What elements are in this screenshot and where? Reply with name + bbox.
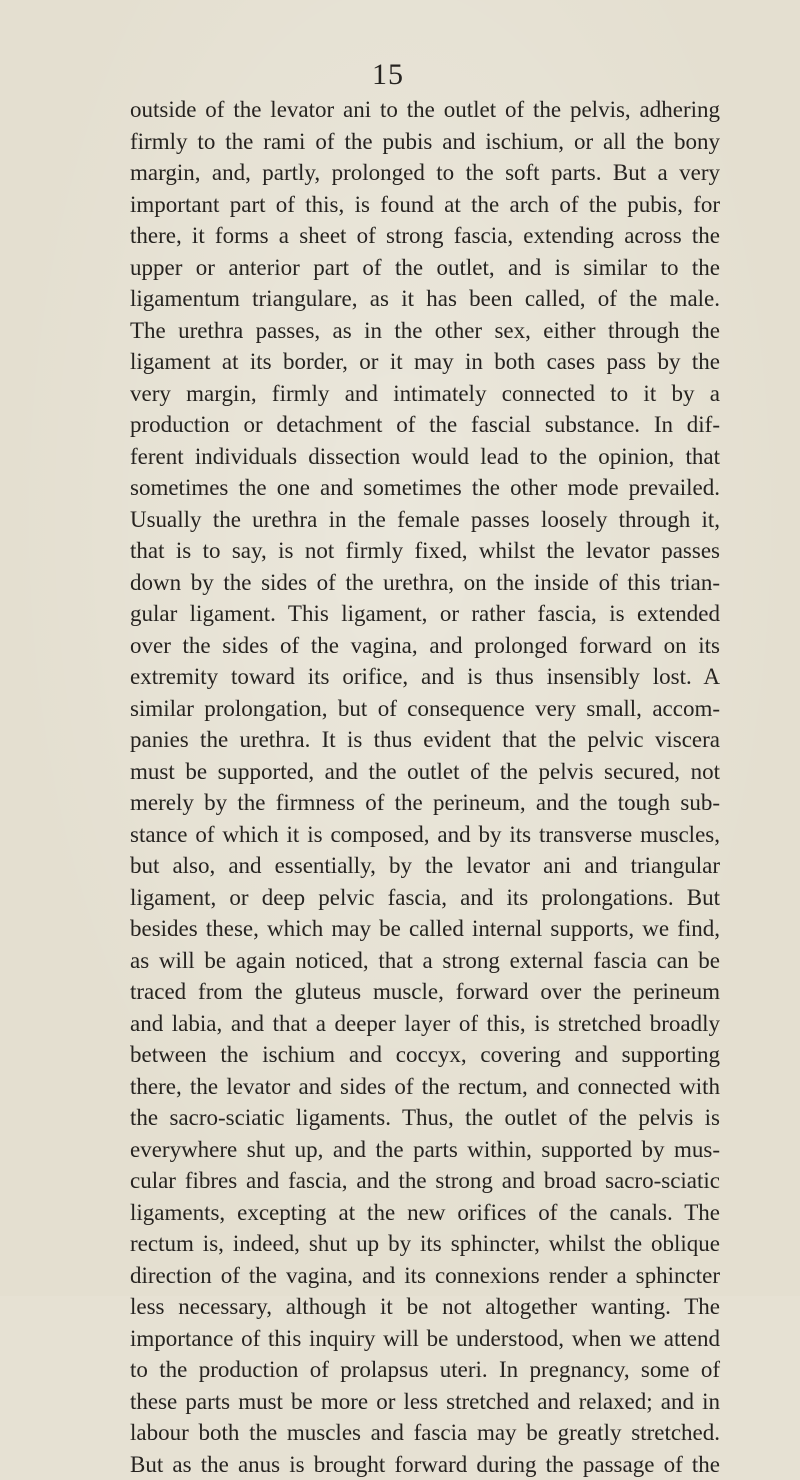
text-line: as will be again noticed, that a strong external fascia can be bbox=[130, 945, 720, 977]
text-line: importance of this inquiry will be understood, when we attend bbox=[130, 1323, 720, 1355]
text-line: but also, and essentially, by the levator ani and triangular bbox=[130, 850, 720, 882]
text-line: less necessary, although it be not altogether wanting. The bbox=[130, 1291, 720, 1323]
text-line: similar prolongation, but of consequence very small, accom- bbox=[130, 693, 720, 725]
text-line: merely by the firmness of the perineum, and the tough sub- bbox=[130, 787, 720, 819]
text-line: that is to say, is not firmly fixed, whilst the levator passes bbox=[130, 535, 720, 567]
text-line: labour both the muscles and fascia may be greatly stretched. bbox=[130, 1417, 720, 1449]
text-line: direction of the vagina, and its connexions render a sphincter bbox=[130, 1260, 720, 1292]
text-line: over the sides of the vagina, and prolonged forward on its bbox=[130, 630, 720, 662]
text-line: very margin, firmly and intimately connected to it by a bbox=[130, 378, 720, 410]
text-line: sometimes the one and sometimes the other mode prevailed. bbox=[130, 472, 720, 504]
text-line: there, it forms a sheet of strong fascia, extending across the bbox=[130, 220, 720, 252]
text-line: The urethra passes, as in the other sex, either through the bbox=[130, 315, 720, 347]
text-line: ligaments, excepting at the new orifices of the canals. The bbox=[130, 1197, 720, 1229]
text-line: between the ischium and coccyx, covering and supporting bbox=[130, 1039, 720, 1071]
text-line: upper or anterior part of the outlet, and is similar to the bbox=[130, 252, 720, 284]
text-line: besides these, which may be called internal supports, we find, bbox=[130, 913, 720, 945]
text-line: extremity toward its orifice, and is thus insensibly lost. A bbox=[130, 661, 720, 693]
text-line: margin, and, partly, prolonged to the soft parts. But a very bbox=[130, 157, 720, 189]
text-line: production or detachment of the fascial substance. In dif- bbox=[130, 409, 720, 441]
text-line: rectum is, indeed, shut up by its sphincter, whilst the oblique bbox=[130, 1228, 720, 1260]
text-line: ligament at its border, or it may in both cases pass by the bbox=[130, 346, 720, 378]
text-line: these parts must be more or less stretched and relaxed; and in bbox=[130, 1386, 720, 1418]
text-line: and labia, and that a deeper layer of this, is stretched broadly bbox=[130, 1008, 720, 1040]
text-line: outside of the levator ani to the outlet of the pelvis, adhering bbox=[130, 94, 720, 126]
text-line: important part of this, is found at the arch of the pubis, for bbox=[130, 189, 720, 221]
text-line: ferent individuals dissection would lead to the opinion, that bbox=[130, 441, 720, 473]
text-line: to the production of prolapsus uteri. In pregnancy, some of bbox=[130, 1354, 720, 1386]
text-line: stance of which it is composed, and by its transverse muscles, bbox=[130, 819, 720, 851]
text-line: Usually the urethra in the female passes loosely through it, bbox=[130, 504, 720, 536]
page-number: 15 bbox=[372, 58, 404, 92]
text-line: firmly to the rami of the pubis and ischium, or all the bony bbox=[130, 126, 720, 158]
text-line: cular fibres and fascia, and the strong and broad sacro-sciatic bbox=[130, 1165, 720, 1197]
text-line: everywhere shut up, and the parts within, supported by mus- bbox=[130, 1134, 720, 1166]
text-line: gular ligament. This ligament, or rather fascia, is extended bbox=[130, 598, 720, 630]
text-line: there, the levator and sides of the rectum, and connected with bbox=[130, 1071, 720, 1103]
text-line: ligament, or deep pelvic fascia, and its prolongations. But bbox=[130, 882, 720, 914]
text-line: must be supported, and the outlet of the pelvis secured, not bbox=[130, 756, 720, 788]
text-line: ligamentum triangulare, as it has been called, of the male. bbox=[130, 283, 720, 315]
text-line: But as the anus is brought forward during the passage of the bbox=[130, 1449, 720, 1480]
text-line: the sacro-sciatic ligaments. Thus, the outlet of the pelvis is bbox=[130, 1102, 720, 1134]
body-text bbox=[130, 94, 720, 1480]
text-line: panies the urethra. It is thus evident that the pelvic viscera bbox=[130, 724, 720, 756]
text-line: down by the sides of the urethra, on the inside of this trian- bbox=[130, 567, 720, 599]
text-line: traced from the gluteus muscle, forward over the perineum bbox=[130, 976, 720, 1008]
